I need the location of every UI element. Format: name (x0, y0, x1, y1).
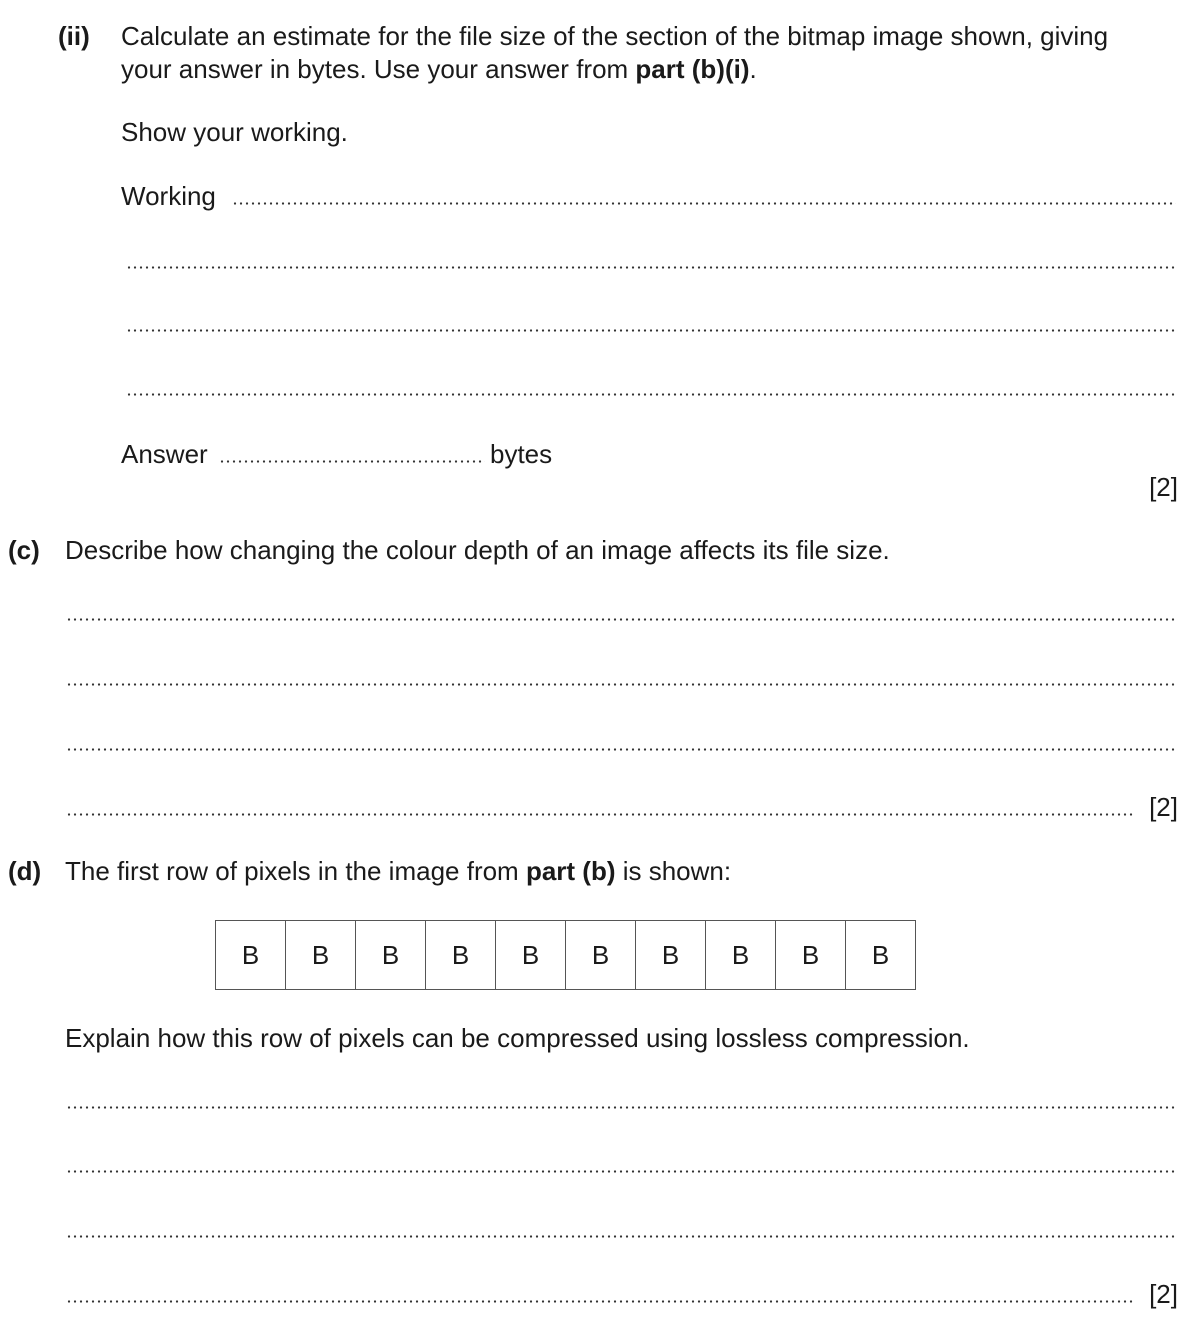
pixel-cell: B (566, 921, 636, 989)
pixel-cell: B (846, 921, 916, 989)
part-d-answer-line-4[interactable] (66, 1300, 1134, 1303)
part-d-answer-line-1[interactable] (66, 1106, 1176, 1109)
answer-label: Answer (121, 439, 208, 469)
part-c-label: (c) (8, 535, 40, 565)
working-label: Working (121, 181, 216, 211)
part-b-ii-question-line2 (121, 56, 757, 82)
part-c-answer-line-4[interactable] (66, 813, 1134, 816)
part-d-question-text: The first row of pixels in the image from (65, 856, 526, 886)
part-b-ii-question-line2-end: . (749, 54, 757, 84)
part-d-label: (d) (8, 856, 42, 886)
pixel-cell: B (426, 921, 496, 989)
part-c-answer-line-3[interactable] (66, 748, 1176, 751)
pixel-row-table (215, 920, 916, 990)
part-c-answer-line-1[interactable] (66, 618, 1176, 621)
part-b-ii-reference: part (b)(i) (635, 54, 750, 84)
pixel-cell: B (706, 921, 776, 989)
part-c-question: Describe how changing the colour depth of an image affects its file size. (65, 535, 890, 565)
working-answer-line-4[interactable] (126, 393, 1176, 396)
part-d-answer-line-2[interactable] (66, 1170, 1176, 1173)
pixel-cell: B (216, 921, 286, 989)
pixel-cell: B (636, 921, 706, 989)
part-d-marks: [2] (1149, 1279, 1178, 1309)
show-working-instruction: Show your working. (121, 117, 348, 147)
answer-input-line[interactable] (219, 460, 485, 463)
working-answer-line-3[interactable] (126, 329, 1176, 332)
pixel-cell: B (356, 921, 426, 989)
part-c-answer-line-2[interactable] (66, 683, 1176, 686)
part-b-ii-label: (ii) (58, 21, 90, 51)
part-d-question-end: is shown: (615, 856, 732, 886)
answer-unit: bytes (490, 439, 553, 469)
pixel-cell: B (286, 921, 356, 989)
part-c-marks: [2] (1149, 792, 1178, 822)
working-answer-line-1[interactable] (232, 202, 1176, 205)
part-b-ii-question-line1: Calculate an estimate for the file size of the section of the bitmap image shown, giving (121, 21, 1109, 51)
part-d-answer-line-3[interactable] (66, 1235, 1176, 1238)
pixel-cell: B (496, 921, 566, 989)
part-b-ii-question-line2-text: your answer in bytes. Use your answer from (121, 54, 636, 84)
part-d-reference: part (b) (525, 856, 616, 886)
part-b-ii-marks: [2] (1149, 472, 1178, 502)
working-answer-line-2[interactable] (126, 266, 1176, 269)
part-d-question (65, 858, 731, 884)
part-d-explain-question: Explain how this row of pixels can be compressed using lossless compression. (65, 1023, 970, 1053)
pixel-cell: B (776, 921, 846, 989)
